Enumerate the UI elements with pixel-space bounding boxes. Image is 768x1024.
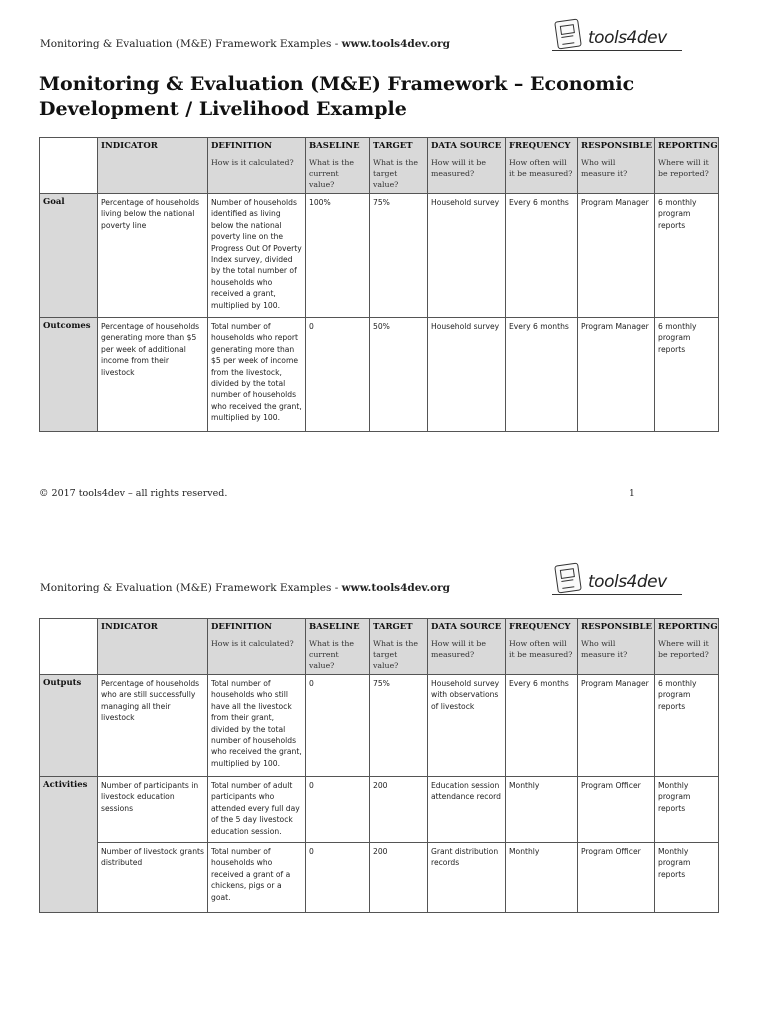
logo-underline: [552, 50, 682, 51]
tools4dev-logo: [552, 562, 682, 598]
data-source-cell: Grant distribution records: [428, 843, 506, 913]
baseline-cell: 0: [306, 318, 370, 432]
header-text: Monitoring & Evaluation (M&E) Framework Examples - www.tools4dev.org: [40, 38, 451, 50]
col-responsible: RESPONSIBLE Who will measure it?: [578, 138, 655, 194]
data-source-cell: Household survey: [428, 318, 506, 432]
target-cell: 75%: [370, 194, 428, 318]
page-title: Monitoring & Evaluation (M&E) Framework – Economic Development / Livelihood Example: [39, 73, 635, 120]
header-blank-cell: [40, 619, 98, 675]
col-frequency: FREQUENCY How often will it be measured?: [506, 619, 578, 675]
header-text: Monitoring & Evaluation (M&E) Framework Examples - www.tools4dev.org: [40, 582, 451, 594]
target-cell: 200: [370, 777, 428, 843]
col-reporting: REPORTING Where will it be reported?: [655, 619, 719, 675]
framework-table-page-1: [39, 137, 719, 432]
indicator-cell: Percentage of households who are still successfully managing all their livestock: [98, 675, 208, 777]
definition-cell: Total number of households who received a grant of a chickens, pigs or a goat.: [208, 843, 306, 913]
indicator-cell: Number of livestock grants distributed: [98, 843, 208, 913]
target-cell: 50%: [370, 318, 428, 432]
logo-text: tools4dev: [588, 28, 667, 48]
row-label: Outcomes: [40, 318, 98, 432]
frequency-cell: Every 6 months: [506, 194, 578, 318]
table-row-activities: [40, 777, 719, 843]
reporting-cell: Monthly program reports: [655, 777, 719, 843]
page-header: [40, 18, 730, 52]
page-number: 1: [629, 489, 635, 499]
definition-cell: Total number of adult participants who attended every full day of the 5 day livestock education session.: [208, 777, 306, 843]
frequency-cell: Monthly: [506, 843, 578, 913]
header-url[interactable]: www.tools4dev.org: [341, 38, 451, 50]
data-source-cell: Household survey with observations of livestock: [428, 675, 506, 777]
header-url[interactable]: www.tools4dev.org: [341, 582, 451, 594]
col-target: TARGET What is the target value?: [370, 619, 428, 675]
indicator-cell: Percentage of households generating more than $5 per week of additional income from their livestock: [98, 318, 208, 432]
definition-cell: Number of households identified as living below the national poverty line on the Progress Out Of Poverty Index survey, divided by the total number of households who received a grant, multiplied by 100.: [208, 194, 306, 318]
indicator-cell: Number of participants in livestock education sessions: [98, 777, 208, 843]
table-row-goal: [40, 194, 719, 318]
col-reporting: REPORTING Where will it be reported?: [655, 138, 719, 194]
responsible-cell: Program Officer: [578, 843, 655, 913]
col-data-source: DATA SOURCE How will it be measured?: [428, 619, 506, 675]
indicator-cell: Percentage of households living below the national poverty line: [98, 194, 208, 318]
baseline-cell: 0: [306, 675, 370, 777]
page-header: [40, 562, 730, 596]
col-baseline: BASELINE What is the current value?: [306, 138, 370, 194]
data-source-cell: Household survey: [428, 194, 506, 318]
col-target: TARGET What is the target value?: [370, 138, 428, 194]
table-header-row: [40, 138, 719, 194]
row-label: Outputs: [40, 675, 98, 777]
notebook-icon: [554, 18, 582, 49]
col-frequency: FREQUENCY How often will it be measured?: [506, 138, 578, 194]
row-label: Activities: [40, 777, 98, 913]
reporting-cell: Monthly program reports: [655, 843, 719, 913]
reporting-cell: 6 monthly program reports: [655, 318, 719, 432]
tools4dev-logo: [552, 18, 682, 54]
frequency-cell: Every 6 months: [506, 675, 578, 777]
table-row-outputs: [40, 675, 719, 777]
col-definition: DEFINITION How is it calculated?: [208, 619, 306, 675]
definition-cell: Total number of households who report generating more than $5 per week of income from the livestock, divided by the total number of households who received the grant, multiplied by 100.: [208, 318, 306, 432]
col-responsible: RESPONSIBLE Who will measure it?: [578, 619, 655, 675]
col-data-source: DATA SOURCE How will it be measured?: [428, 138, 506, 194]
responsible-cell: Program Manager: [578, 318, 655, 432]
table-row-outcomes: [40, 318, 719, 432]
footer-copyright: © 2017 tools4dev – all rights reserved.: [39, 488, 228, 499]
target-cell: 200: [370, 843, 428, 913]
baseline-cell: 0: [306, 843, 370, 913]
data-source-cell: Education session attendance record: [428, 777, 506, 843]
col-indicator: INDICATOR: [98, 619, 208, 675]
target-cell: 75%: [370, 675, 428, 777]
reporting-cell: 6 monthly program reports: [655, 675, 719, 777]
responsible-cell: Program Manager: [578, 194, 655, 318]
table-header-row: [40, 619, 719, 675]
table-row-activities-2: [40, 843, 719, 913]
baseline-cell: 100%: [306, 194, 370, 318]
header-blank-cell: [40, 138, 98, 194]
framework-table-page-2: [39, 618, 719, 913]
responsible-cell: Program Manager: [578, 675, 655, 777]
reporting-cell: 6 monthly program reports: [655, 194, 719, 318]
row-label: Goal: [40, 194, 98, 318]
definition-cell: Total number of households who still have all the livestock from their grant, divided by the total number of households who received the grant, multiplied by 100.: [208, 675, 306, 777]
col-indicator: INDICATOR: [98, 138, 208, 194]
baseline-cell: 0: [306, 777, 370, 843]
logo-underline: [552, 594, 682, 595]
responsible-cell: Program Officer: [578, 777, 655, 843]
frequency-cell: Every 6 months: [506, 318, 578, 432]
frequency-cell: Monthly: [506, 777, 578, 843]
col-baseline: BASELINE What is the current value?: [306, 619, 370, 675]
notebook-icon: [554, 562, 582, 593]
col-definition: DEFINITION How is it calculated?: [208, 138, 306, 194]
logo-text: tools4dev: [588, 572, 667, 592]
